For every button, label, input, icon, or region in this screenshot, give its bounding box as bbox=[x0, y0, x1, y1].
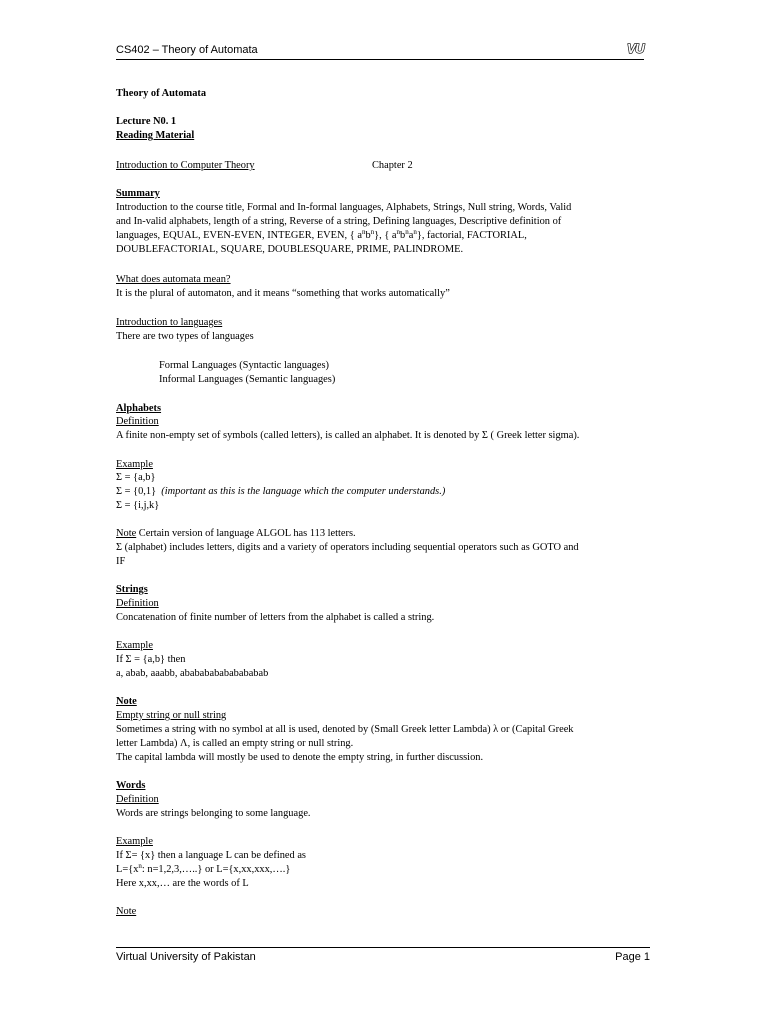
language-type-informal: Informal Languages (Semantic languages) bbox=[159, 374, 336, 385]
binary-note: (important as this is the language which the computer understands.) bbox=[161, 486, 446, 497]
summary-line-3: languages, EQUAL, EVEN-EVEN, INTEGER, EVEN, { $a^nb^n$}, { $a^nb^na^n$}, factorial, FACTORIAL, bbox=[116, 228, 527, 241]
summary-heading: Summary bbox=[116, 188, 160, 199]
automata-question: What does automata mean? bbox=[116, 274, 231, 285]
summary-line-4: DOUBLEFACTORIAL, SQUARE, DOUBLESQUARE, PRIME, PALINDROME. bbox=[116, 244, 464, 255]
page-footer bbox=[116, 947, 650, 966]
empty-string-heading: Empty string or null string bbox=[116, 710, 227, 721]
alphabet-example-ab: Σ = {a,b} bbox=[116, 472, 156, 483]
words-definition-label: Definition bbox=[116, 794, 159, 805]
automata-answer: It is the plural of automaton, and it means “something that works automatically” bbox=[116, 288, 450, 299]
words-example-3: Here x,xx,… are the words of L bbox=[116, 878, 249, 889]
footer-page-number: Page 1 bbox=[615, 951, 650, 963]
summary-line-2: and In-valid alphabets, length of a string, Reverse of a string, Defining languages, Descriptive definition of bbox=[116, 216, 562, 227]
summary-line-1: Introduction to the course title, Formal and In-formal languages, Alphabets, Strings, Null string, Words, Valid bbox=[116, 202, 572, 213]
alphabets-note-label: Note bbox=[116, 528, 137, 539]
languages-heading: Introduction to languages bbox=[116, 317, 223, 328]
lecture-number: Lecture N0. 1 bbox=[116, 116, 177, 127]
footer-university: Virtual University of Pakistan bbox=[116, 951, 256, 963]
strings-definition: Concatenation of finite number of letters from the alphabet is called a string. bbox=[116, 612, 435, 623]
words-note-label: Note bbox=[116, 906, 137, 917]
alphabet-example-binary: Σ = {0,1} (important as this is the language which the computer understands.) bbox=[116, 486, 446, 497]
empty-string-line-2: letter Lambda) Λ, is called an empty string or null string. bbox=[116, 738, 354, 749]
reading-reference bbox=[116, 159, 650, 173]
course-title: CS402 – Theory of Automata bbox=[116, 44, 258, 56]
alphabets-definition-label: Definition bbox=[116, 416, 159, 427]
words-example-2: $L=\{x^n$: n=1,2,3,…..} or L={x,xx,xxx,….} bbox=[116, 862, 291, 875]
note-heading: Note bbox=[116, 696, 137, 707]
alphabet-example-ijk: Σ = {i,j,k} bbox=[116, 500, 160, 511]
languages-intro: There are two types of languages bbox=[116, 331, 254, 342]
alphabets-heading: Alphabets bbox=[116, 403, 162, 414]
alphabets-definition: A finite non-empty set of symbols (called letters), is called an alphabet. It is denoted by Σ ( Greek letter sigma). bbox=[116, 430, 580, 441]
page-header bbox=[116, 42, 644, 60]
strings-definition-label: Definition bbox=[116, 598, 159, 609]
alphabets-note-line-1: Note Certain version of language ALGOL has 113 letters. bbox=[116, 528, 356, 539]
document-title: Theory of Automata bbox=[116, 88, 207, 99]
words-definition: Words are strings belonging to some language. bbox=[116, 808, 311, 819]
vu-logo: VU bbox=[626, 41, 644, 56]
strings-heading: Strings bbox=[116, 584, 148, 595]
empty-string-line-1: Sometimes a string with no symbol at all is used, denoted by (Small Greek letter Lambda) λ or (Capital Greek bbox=[116, 724, 574, 735]
alphabets-note-line-3: IF bbox=[116, 556, 126, 567]
reading-material-heading: Reading Material bbox=[116, 130, 195, 141]
strings-example-2: a, abab, aaabb, ababababababababab bbox=[116, 668, 269, 679]
strings-example-label: Example bbox=[116, 640, 153, 651]
language-type-formal: Formal Languages (Syntactic languages) bbox=[159, 360, 329, 371]
words-example-label: Example bbox=[116, 836, 153, 847]
strings-example-1: If Σ = {a,b} then bbox=[116, 654, 186, 665]
chapter-ref: Chapter 2 bbox=[372, 160, 413, 171]
empty-string-line-3: The capital lambda will mostly be used to denote the empty string, in further discussion. bbox=[116, 752, 484, 763]
words-example-1: If Σ= {x} then a language L can be defined as bbox=[116, 850, 306, 861]
alphabets-note-line-2: Σ (alphabet) includes letters, digits and a variety of operators including sequential operators such as GOTO and bbox=[116, 542, 579, 553]
words-heading: Words bbox=[116, 780, 146, 791]
book-title: Introduction to Computer Theory bbox=[116, 160, 255, 171]
alphabets-example-label: Example bbox=[116, 459, 153, 470]
